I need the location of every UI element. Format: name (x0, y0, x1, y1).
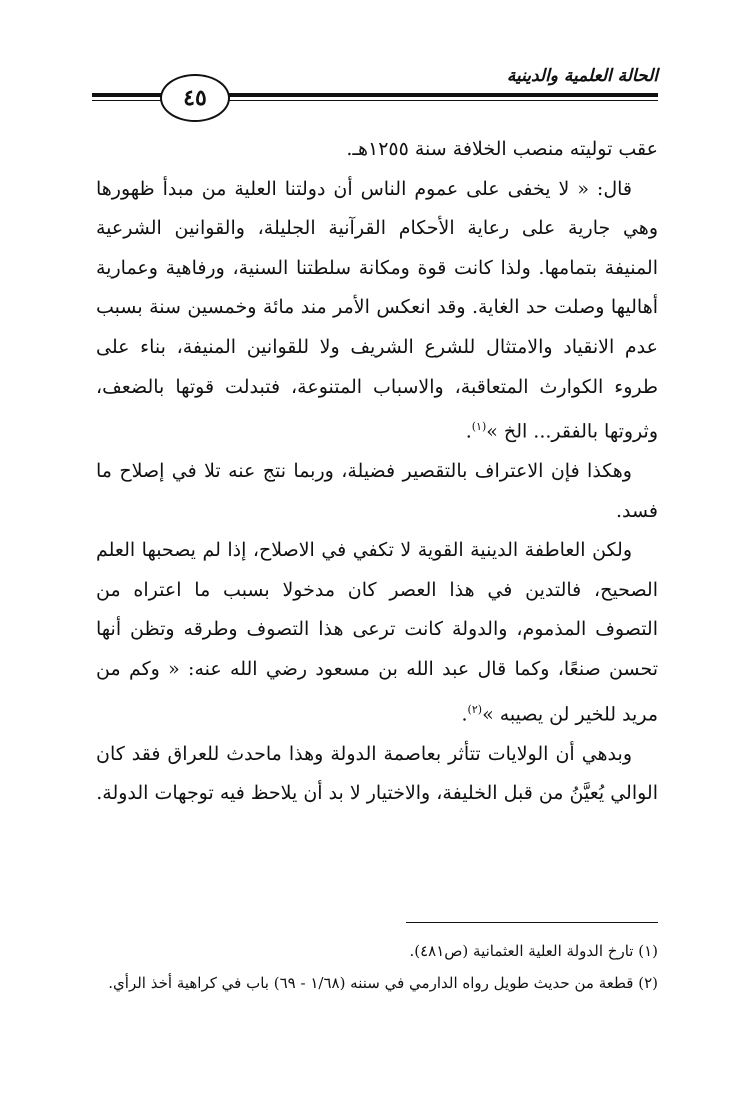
paragraph-4 (96, 531, 658, 734)
footnotes (78, 935, 658, 999)
paragraph-2 (96, 170, 658, 452)
footnote-1: (١) تارخ الدولة العلية العثمانية (ص٤٨١). (409, 942, 658, 960)
paragraph-4-end: . (461, 702, 468, 725)
paragraph-2-end: . (465, 420, 472, 443)
paragraph-1: عقب توليته منصب الخلافة سنة ١٢٥٥هـ. (346, 138, 658, 160)
paragraph-2-text: قال: « لا يخفى على عموم الناس أن دولتنا العلية من مبدأ ظهورها وهي جارية على رعاية الأحكام القرآنية الجليلة، والقوانين الشرعية المنيفة بتمامها. ولذا كانت قوة ومكانة سلطتنا السنية، ورفاهية وعمارية أهاليها وصلت حد الغاية. وقد انعكس الأمر مند مائة وخمسين سنة بسبب عدم الانقياد والامتثال للشرع الشريف ولا للقوانين المنيفة، بناء على طروء الكوارث المتعاقبة، والاسباب المتنوعة، فتبدلت قوتها بالضعف، وثروتها بالفقر... الخ » (96, 177, 658, 443)
running-header-title: الحالة العلمية والدينية (506, 66, 658, 86)
page-number (160, 74, 230, 122)
paragraph-3: وهكذا فإن الاعتراف بالتقصير فضيلة، وربما نتج عنه تلا في إصلاح ما فسد. (96, 460, 658, 522)
paragraph-5: وبدهي أن الولايات تتأثر بعاصمة الدولة وهذا ماحدث للعراق فقد كان الوالي يُعيَّنُ من قبل الخليفة، والاختيار لا بد أن يلاحظ فيه توجهات الدولة. (96, 742, 658, 805)
footnote-separator (406, 922, 658, 923)
footnote-ref-1[interactable]: (١) (471, 420, 487, 434)
page-number-text: ٤٥ (183, 85, 207, 111)
footnote-ref-2[interactable]: (٢) (467, 702, 483, 716)
paragraph-4-text: ولكن العاطفة الدينية القوية لا تكفي في الاصلاح، إذا لم يصحبها العلم الصحيح، فالتدين في هذا العصر كان مدخولا بسبب ما اعتراه من التصوف المذموم، والدولة كانت ترعى هذا التصوف وطرقه وتظن أنها تحسن صنعًا، وكما قال عبد الله بن مسعود رضي الله عنه: « وكم من مريد للخير لن يصيبه » (96, 539, 658, 725)
footnote-2: (٢) قطعة من حديث طويل رواه الدارمي في سننه (١/٦٨ - ٦٩) باب في كراهية أخذ الرأي. (108, 974, 658, 992)
main-text (96, 130, 658, 814)
